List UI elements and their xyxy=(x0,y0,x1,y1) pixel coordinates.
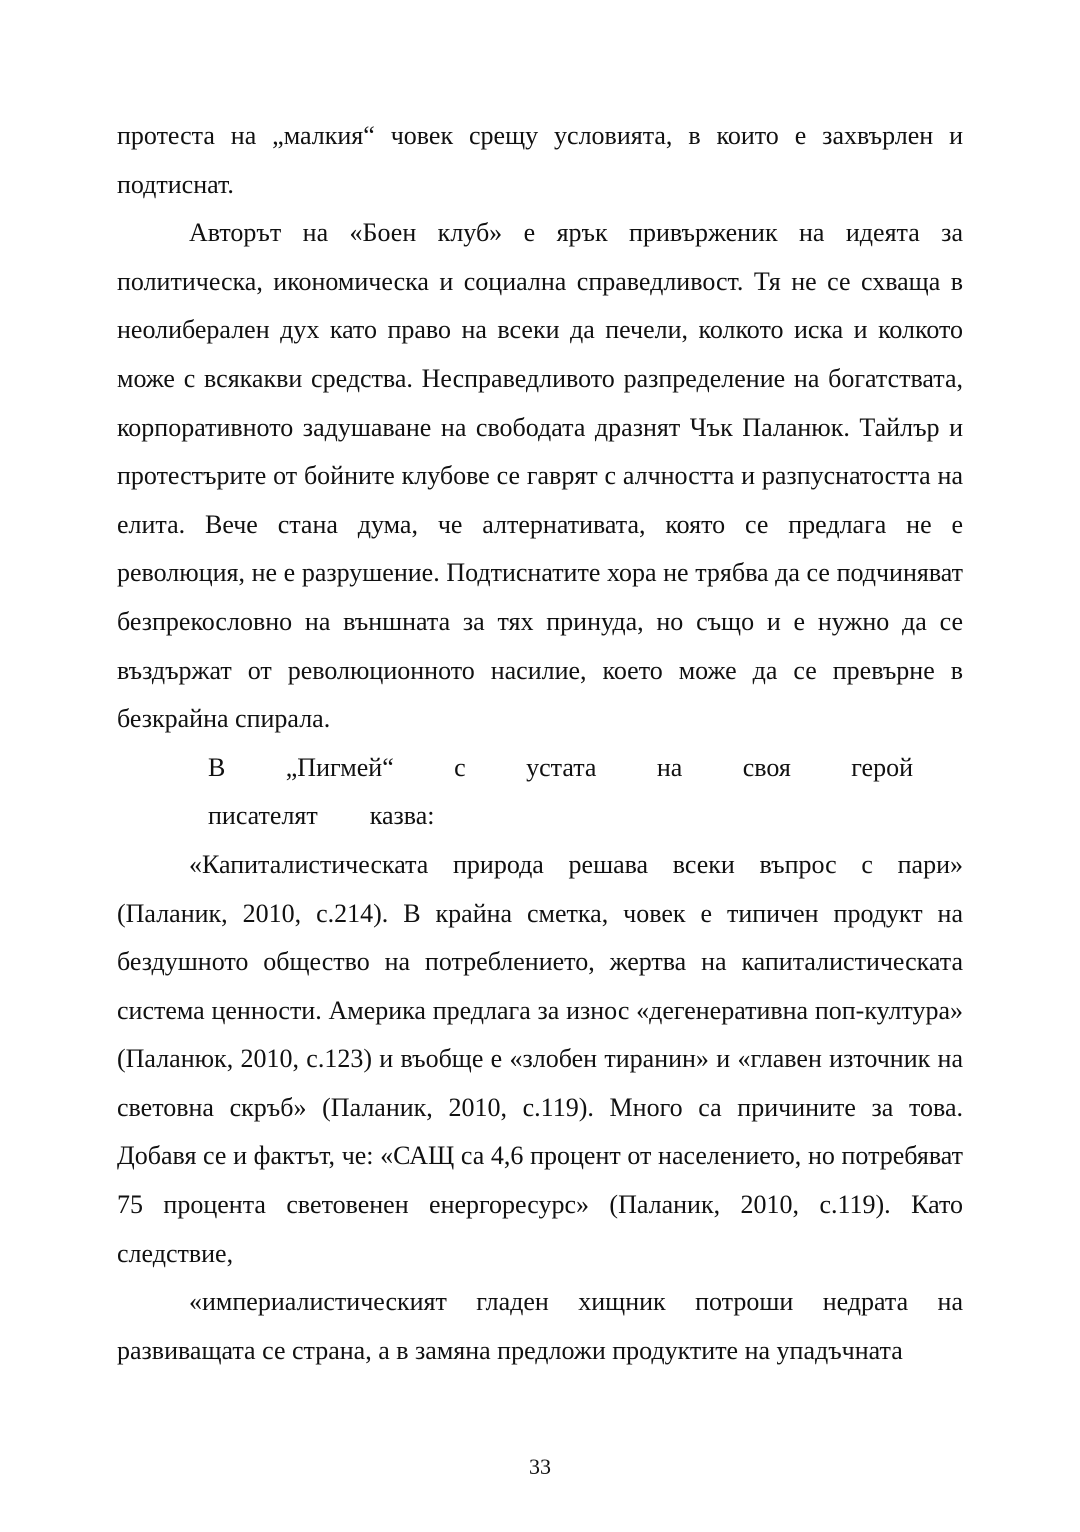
centered-line-2: писателят казва: xyxy=(208,801,435,831)
centered-line-1: В „Пигмей“ с устата на своя герой xyxy=(208,752,913,782)
page-number: 33 xyxy=(529,1454,551,1479)
paragraph-2: Авторът на «Боен клуб» е ярък привърженик на идеята за политическа, икономическа и социална справедливост. Тя не се схваща в неолиберален дух като право на всеки да печели, колкото иска и колкото може с всякакви средства. Несправедливото разпределение на богатствата, корпоративното задушаване на свободата дразнят Чък Паланюк. Тайлър и протестърите от бойните клубове се гаврят с алчността и разпуснатостта на елита. Вече стана дума, че алтернативата, която се предлага не е революция, не е разрушение. Подтиснатите хора не трябва да се подчиняват безпрекословно на външната за тях принуда, но също и е нужно да се въздържат от революционното насилие, което може да се превърне в безкрайна спирала. xyxy=(117,218,963,734)
paragraph-3: «Капиталистическата природа решава всеки въпрос с пари» (Паланик, 2010, с.214). В крайна сметка, човек е типичен продукт на бездушното общество на потреблението, жертва на капиталистическата система ценности. Америка предлага за износ «дегенеративна поп-култура» (Паланюк, 2010, с.123) и въобще е «злобен тиранин» и «главен източник на световна скръб» (Паланик, 2010, с.119). Много са причините за това. Добавя се и фактът, че: «САЩ са 4,6 процент от населението, но потребяват 75 процента световенен енергоресурс» (Паланик, 2010, с.119). Като следствие, xyxy=(117,849,963,1268)
paragraph-1: протеста на „малкия“ човек срещу условията, в които е захвърлен и подтиснат. xyxy=(117,121,963,199)
body-text xyxy=(117,112,963,1375)
paragraph-4: «империалистическият гладен хищник потроши недрата на развиващата се страна, а в замяна предложи продуктите на упадъчната xyxy=(117,1287,963,1365)
